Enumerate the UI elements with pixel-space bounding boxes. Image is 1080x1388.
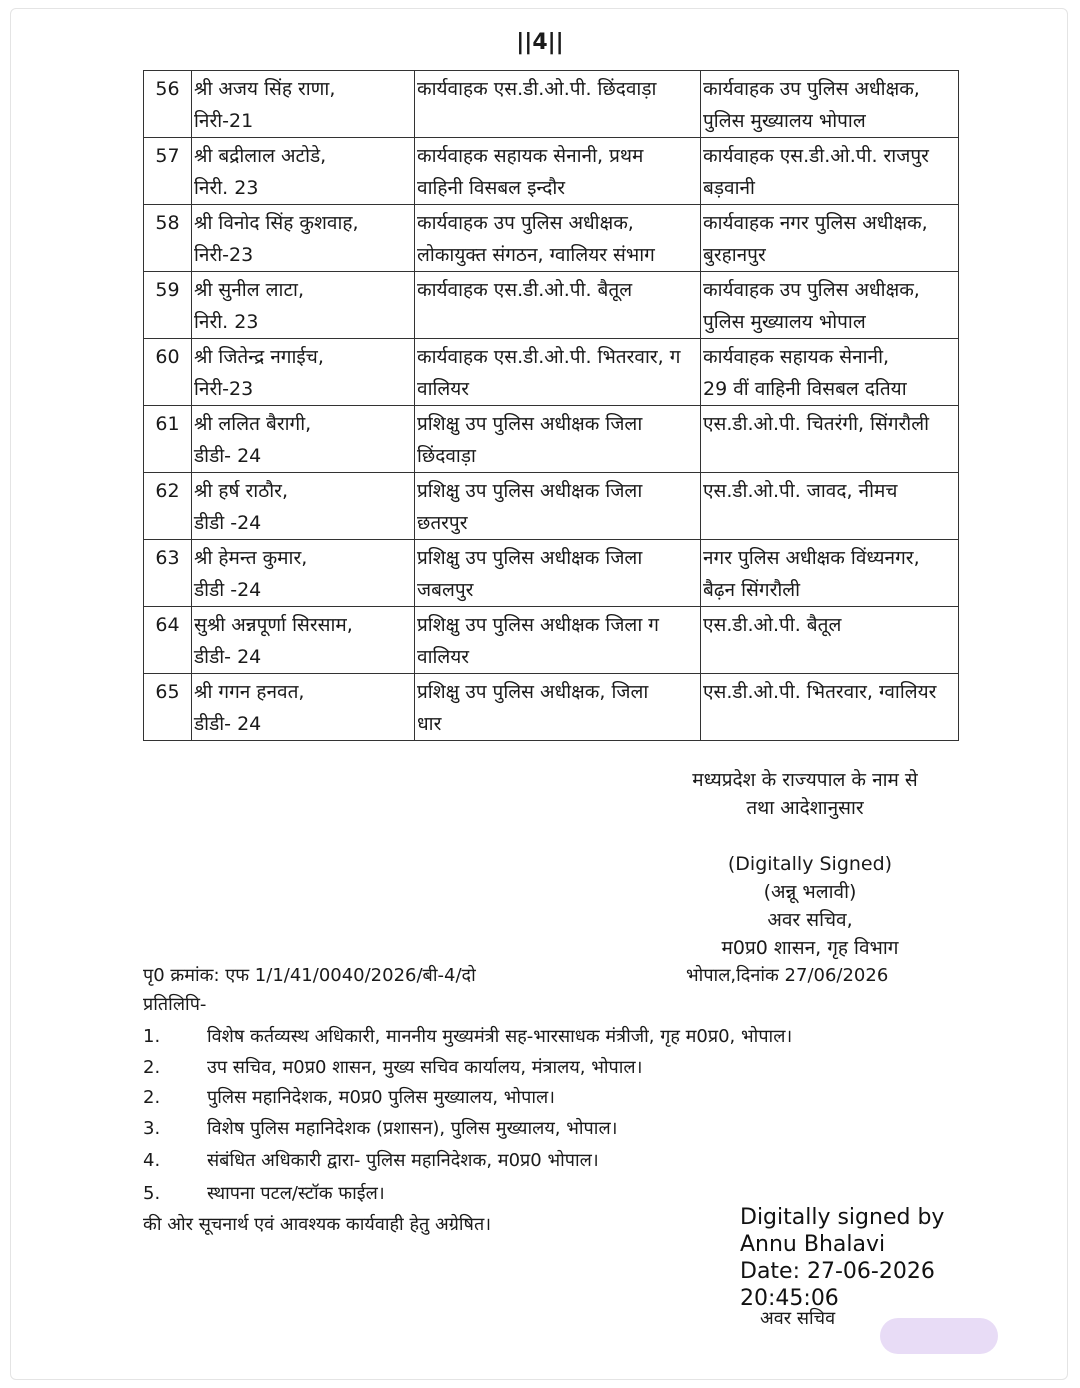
current-posting-cell-line: कार्यवाहक सहायक सेनानी, प्रथम bbox=[417, 145, 644, 167]
serial-number-cell bbox=[144, 406, 192, 473]
order-by-line: तथा आदेशानुसार bbox=[746, 797, 864, 819]
new-posting-cell-line: पुलिस मुख्यालय भोपाल bbox=[703, 110, 866, 132]
table-row bbox=[144, 272, 959, 339]
current-posting-cell bbox=[415, 272, 701, 339]
current-posting-cell-line: वाहिनी विसबल इन्दौर bbox=[417, 177, 566, 199]
digital-signature-line: Digitally signed by bbox=[740, 1205, 945, 1230]
transfer-table bbox=[143, 70, 959, 741]
officer-name-cell-line: श्री ललित बैरागी, bbox=[194, 413, 312, 435]
new-posting-cell bbox=[701, 473, 959, 540]
copy-item-number: 2. bbox=[143, 1087, 161, 1108]
digital-signature-line: Annu Bhalavi bbox=[740, 1232, 886, 1257]
officer-name-cell-line: डीडी- 24 bbox=[194, 646, 262, 668]
current-posting-cell-line: कार्यवाहक एस.डी.ओ.पी. छिंदवाड़ा bbox=[417, 78, 657, 100]
new-posting-cell bbox=[701, 71, 959, 138]
current-posting-cell-line: प्रशिक्षु उप पुलिस अधीक्षक जिला bbox=[417, 413, 643, 435]
digital-signature-line: 20:45:06 bbox=[740, 1286, 839, 1311]
officer-name-cell-line: श्री विनोद सिंह कुशवाह, bbox=[194, 212, 359, 234]
current-posting-cell-line: कार्यवाहक एस.डी.ओ.पी. बैतूल bbox=[417, 279, 633, 301]
serial-number-cell bbox=[144, 473, 192, 540]
order-by-block bbox=[640, 766, 970, 822]
new-posting-cell bbox=[701, 607, 959, 674]
new-posting-cell-line: बैढ़न सिंगरौली bbox=[703, 579, 801, 601]
copy-heading: प्रतिलिपि- bbox=[143, 994, 207, 1015]
officer-name-cell bbox=[192, 607, 415, 674]
serial-number-cell-line: 62 bbox=[155, 480, 180, 502]
copy-item-text: विशेष पुलिस महानिदेशक (प्रशासन), पुलिस मुख्यालय, भोपाल। bbox=[207, 1118, 618, 1139]
serial-number-cell-line: 56 bbox=[155, 78, 180, 100]
officer-name-cell bbox=[192, 473, 415, 540]
signatory-line: (Digitally Signed) bbox=[727, 853, 893, 875]
new-posting-cell-line: 29 वीं वाहिनी विसबल दतिया bbox=[703, 378, 907, 400]
new-posting-cell-line: पुलिस मुख्यालय भोपाल bbox=[703, 311, 866, 333]
copy-item-text: विशेष कर्तव्यस्थ अधिकारी, माननीय मुख्यमंत्री सह-भारसाधक मंत्रीजी, गृह म0प्र0, भोपाल। bbox=[207, 1026, 793, 1047]
new-posting-cell-line: कार्यवाहक नगर पुलिस अधीक्षक, bbox=[703, 212, 928, 234]
officer-name-cell-line: डीडी- 24 bbox=[194, 445, 262, 467]
signatory-line: म0प्र0 शासन, गृह विभाग bbox=[721, 937, 899, 959]
current-posting-cell bbox=[415, 473, 701, 540]
serial-number-cell bbox=[144, 205, 192, 272]
new-posting-cell-line: बड़वानी bbox=[703, 177, 755, 199]
serial-number-cell bbox=[144, 71, 192, 138]
officer-name-cell-line: डीडी- 24 bbox=[194, 713, 262, 735]
page-number: ||4|| bbox=[516, 30, 564, 55]
current-posting-cell-line: प्रशिक्षु उप पुलिस अधीक्षक जिला bbox=[417, 547, 643, 569]
new-posting-cell-line: कार्यवाहक उप पुलिस अधीक्षक, bbox=[703, 279, 920, 301]
officer-name-cell-line: निरी-21 bbox=[194, 110, 254, 132]
copy-item bbox=[143, 1053, 642, 1083]
new-posting-cell bbox=[701, 540, 959, 607]
copy-item-number: 1. bbox=[143, 1026, 161, 1047]
officer-name-cell bbox=[192, 540, 415, 607]
officer-name-cell-line: डीडी -24 bbox=[194, 579, 262, 601]
current-posting-cell-line: प्रशिक्षु उप पुलिस अधीक्षक, जिला bbox=[417, 681, 649, 703]
officer-name-cell bbox=[192, 205, 415, 272]
current-posting-cell-line: कार्यवाहक उप पुलिस अधीक्षक, bbox=[417, 212, 634, 234]
officer-name-cell-line: श्री हेमन्त कुमार, bbox=[194, 547, 308, 569]
copy-item-text: स्थापना पटल/स्टॉक फाईल। bbox=[207, 1183, 385, 1204]
new-posting-cell-line: एस.डी.ओ.पी. बैतूल bbox=[703, 614, 842, 636]
officer-name-cell bbox=[192, 406, 415, 473]
serial-number-cell-line: 60 bbox=[155, 346, 180, 368]
new-posting-cell bbox=[701, 674, 959, 741]
new-posting-cell-line: एस.डी.ओ.पी. भितरवार, ग्वालियर bbox=[703, 681, 937, 703]
copy-item-text: उप सचिव, म0प्र0 शासन, मुख्य सचिव कार्यालय, मंत्रालय, भोपाल। bbox=[207, 1057, 643, 1078]
current-posting-cell-line: छतरपुर bbox=[417, 512, 468, 534]
table-row bbox=[144, 138, 959, 205]
serial-number-cell bbox=[144, 138, 192, 205]
current-posting-cell bbox=[415, 339, 701, 406]
new-posting-cell-line: नगर पुलिस अधीक्षक विंध्यनगर, bbox=[703, 547, 920, 569]
officer-name-cell bbox=[192, 272, 415, 339]
new-posting-cell-line: कार्यवाहक एस.डी.ओ.पी. राजपुर bbox=[703, 145, 929, 167]
new-posting-cell-line: बुरहानपुर bbox=[703, 244, 766, 266]
serial-number-cell-line: 59 bbox=[155, 279, 180, 301]
new-posting-cell bbox=[701, 406, 959, 473]
table-row bbox=[144, 71, 959, 138]
officer-name-cell-line: निरी. 23 bbox=[194, 177, 259, 199]
officer-name-cell-line: श्री जितेन्द्र नगाईच, bbox=[194, 346, 324, 368]
copy-item-text: संबंधित अधिकारी द्वारा- पुलिस महानिदेशक, म0प्र0 भोपाल। bbox=[207, 1150, 599, 1171]
new-posting-cell-line: कार्यवाहक सहायक सेनानी, bbox=[703, 346, 890, 368]
copy-item bbox=[143, 1114, 617, 1144]
new-posting-cell bbox=[701, 138, 959, 205]
current-posting-cell bbox=[415, 406, 701, 473]
serial-number-cell bbox=[144, 607, 192, 674]
current-posting-cell-line: प्रशिक्षु उप पुलिस अधीक्षक जिला ग bbox=[417, 614, 659, 636]
serial-number-cell-line: 64 bbox=[155, 614, 180, 636]
signatory-line: अवर सचिव, bbox=[767, 909, 853, 931]
current-posting-cell-line: धार bbox=[417, 713, 442, 735]
table-row bbox=[144, 674, 959, 741]
table-row bbox=[144, 406, 959, 473]
officer-name-cell-line: श्री अजय सिंह राणा, bbox=[194, 78, 336, 100]
current-posting-cell bbox=[415, 205, 701, 272]
serial-number-cell bbox=[144, 674, 192, 741]
current-posting-cell-line: जबलपुर bbox=[417, 579, 474, 601]
officer-name-cell-line: निरी. 23 bbox=[194, 311, 259, 333]
copy-item bbox=[143, 1022, 792, 1052]
current-posting-cell-line: वालियर bbox=[417, 646, 470, 668]
serial-number-cell-line: 63 bbox=[155, 547, 180, 569]
table-row bbox=[144, 540, 959, 607]
current-posting-cell-line: प्रशिक्षु उप पुलिस अधीक्षक जिला bbox=[417, 480, 643, 502]
current-posting-cell bbox=[415, 71, 701, 138]
serial-number-cell bbox=[144, 339, 192, 406]
officer-name-cell-line: सुश्री अन्नपूर्णा सिरसाम, bbox=[194, 614, 353, 636]
officer-name-cell-line: निरी-23 bbox=[194, 378, 254, 400]
digital-signature-line: Date: 27-06-2026 bbox=[740, 1259, 935, 1284]
new-posting-cell-line: कार्यवाहक उप पुलिस अधीक्षक, bbox=[703, 78, 920, 100]
table-row bbox=[144, 339, 959, 406]
closing-line: की ओर सूचनार्थ एवं आवश्यक कार्यवाही हेतु अग्रेषित। bbox=[143, 1214, 492, 1235]
current-posting-cell bbox=[415, 607, 701, 674]
table-row bbox=[144, 205, 959, 272]
copy-item-text: पुलिस महानिदेशक, म0प्र0 पुलिस मुख्यालय, भोपाल। bbox=[207, 1087, 556, 1108]
signatory-line: (अन्नू भलावी) bbox=[763, 881, 857, 903]
serial-number-cell bbox=[144, 540, 192, 607]
officer-name-cell bbox=[192, 339, 415, 406]
officer-name-cell-line: श्री गगन हनवत, bbox=[194, 681, 305, 703]
current-posting-cell-line: कार्यवाहक एस.डी.ओ.पी. भितरवार, ग bbox=[417, 346, 681, 368]
serial-number-cell-line: 61 bbox=[155, 413, 180, 435]
officer-name-cell bbox=[192, 674, 415, 741]
copy-item-number: 4. bbox=[143, 1150, 161, 1171]
serial-number-cell-line: 57 bbox=[155, 145, 180, 167]
serial-number-cell bbox=[144, 272, 192, 339]
current-posting-cell bbox=[415, 540, 701, 607]
copy-item-number: 2. bbox=[143, 1057, 161, 1078]
officer-name-cell-line: श्री बद्रीलाल अटोडे, bbox=[194, 145, 327, 167]
new-posting-cell-line: एस.डी.ओ.पी. चितरंगी, सिंगरौली bbox=[703, 413, 930, 435]
officer-name-cell bbox=[192, 71, 415, 138]
officer-name-cell-line: निरी-23 bbox=[194, 244, 254, 266]
table-row bbox=[144, 473, 959, 540]
digital-signature-stamp bbox=[740, 1204, 944, 1312]
new-posting-cell bbox=[701, 272, 959, 339]
overlay-bubble bbox=[880, 1318, 998, 1354]
new-posting-cell bbox=[701, 205, 959, 272]
current-posting-cell-line: लोकायुक्त संगठन, ग्वालियर संभाग bbox=[417, 244, 655, 266]
place-date: भोपाल,दिनांक 27/06/2026 bbox=[686, 965, 889, 986]
officer-name-cell bbox=[192, 138, 415, 205]
current-posting-cell bbox=[415, 138, 701, 205]
current-posting-cell bbox=[415, 674, 701, 741]
copy-item bbox=[143, 1179, 385, 1209]
copy-item-number: 5. bbox=[143, 1183, 161, 1204]
digital-signature-role: अवर सचिव bbox=[760, 1308, 836, 1329]
serial-number-cell-line: 65 bbox=[155, 681, 180, 703]
current-posting-cell-line: छिंदवाड़ा bbox=[417, 445, 476, 467]
new-posting-cell-line: एस.डी.ओ.पी. जावद, नीमच bbox=[703, 480, 898, 502]
copy-item bbox=[143, 1083, 555, 1113]
copy-item bbox=[143, 1146, 599, 1176]
officer-name-cell-line: श्री हर्ष राठौर, bbox=[194, 480, 288, 502]
table-row bbox=[144, 607, 959, 674]
new-posting-cell bbox=[701, 339, 959, 406]
officer-name-cell-line: डीडी -24 bbox=[194, 512, 262, 534]
order-by-line: मध्यप्रदेश के राज्यपाल के नाम से bbox=[692, 769, 918, 791]
copy-item-number: 3. bbox=[143, 1118, 161, 1139]
current-posting-cell-line: वालियर bbox=[417, 378, 470, 400]
officer-name-cell-line: श्री सुनील लाटा, bbox=[194, 279, 304, 301]
serial-number-cell-line: 58 bbox=[155, 212, 180, 234]
reference-number: पृ0 क्रमांक: एफ 1/1/41/0040/2026/बी-4/दो bbox=[143, 965, 476, 986]
signatory-block bbox=[650, 850, 970, 962]
